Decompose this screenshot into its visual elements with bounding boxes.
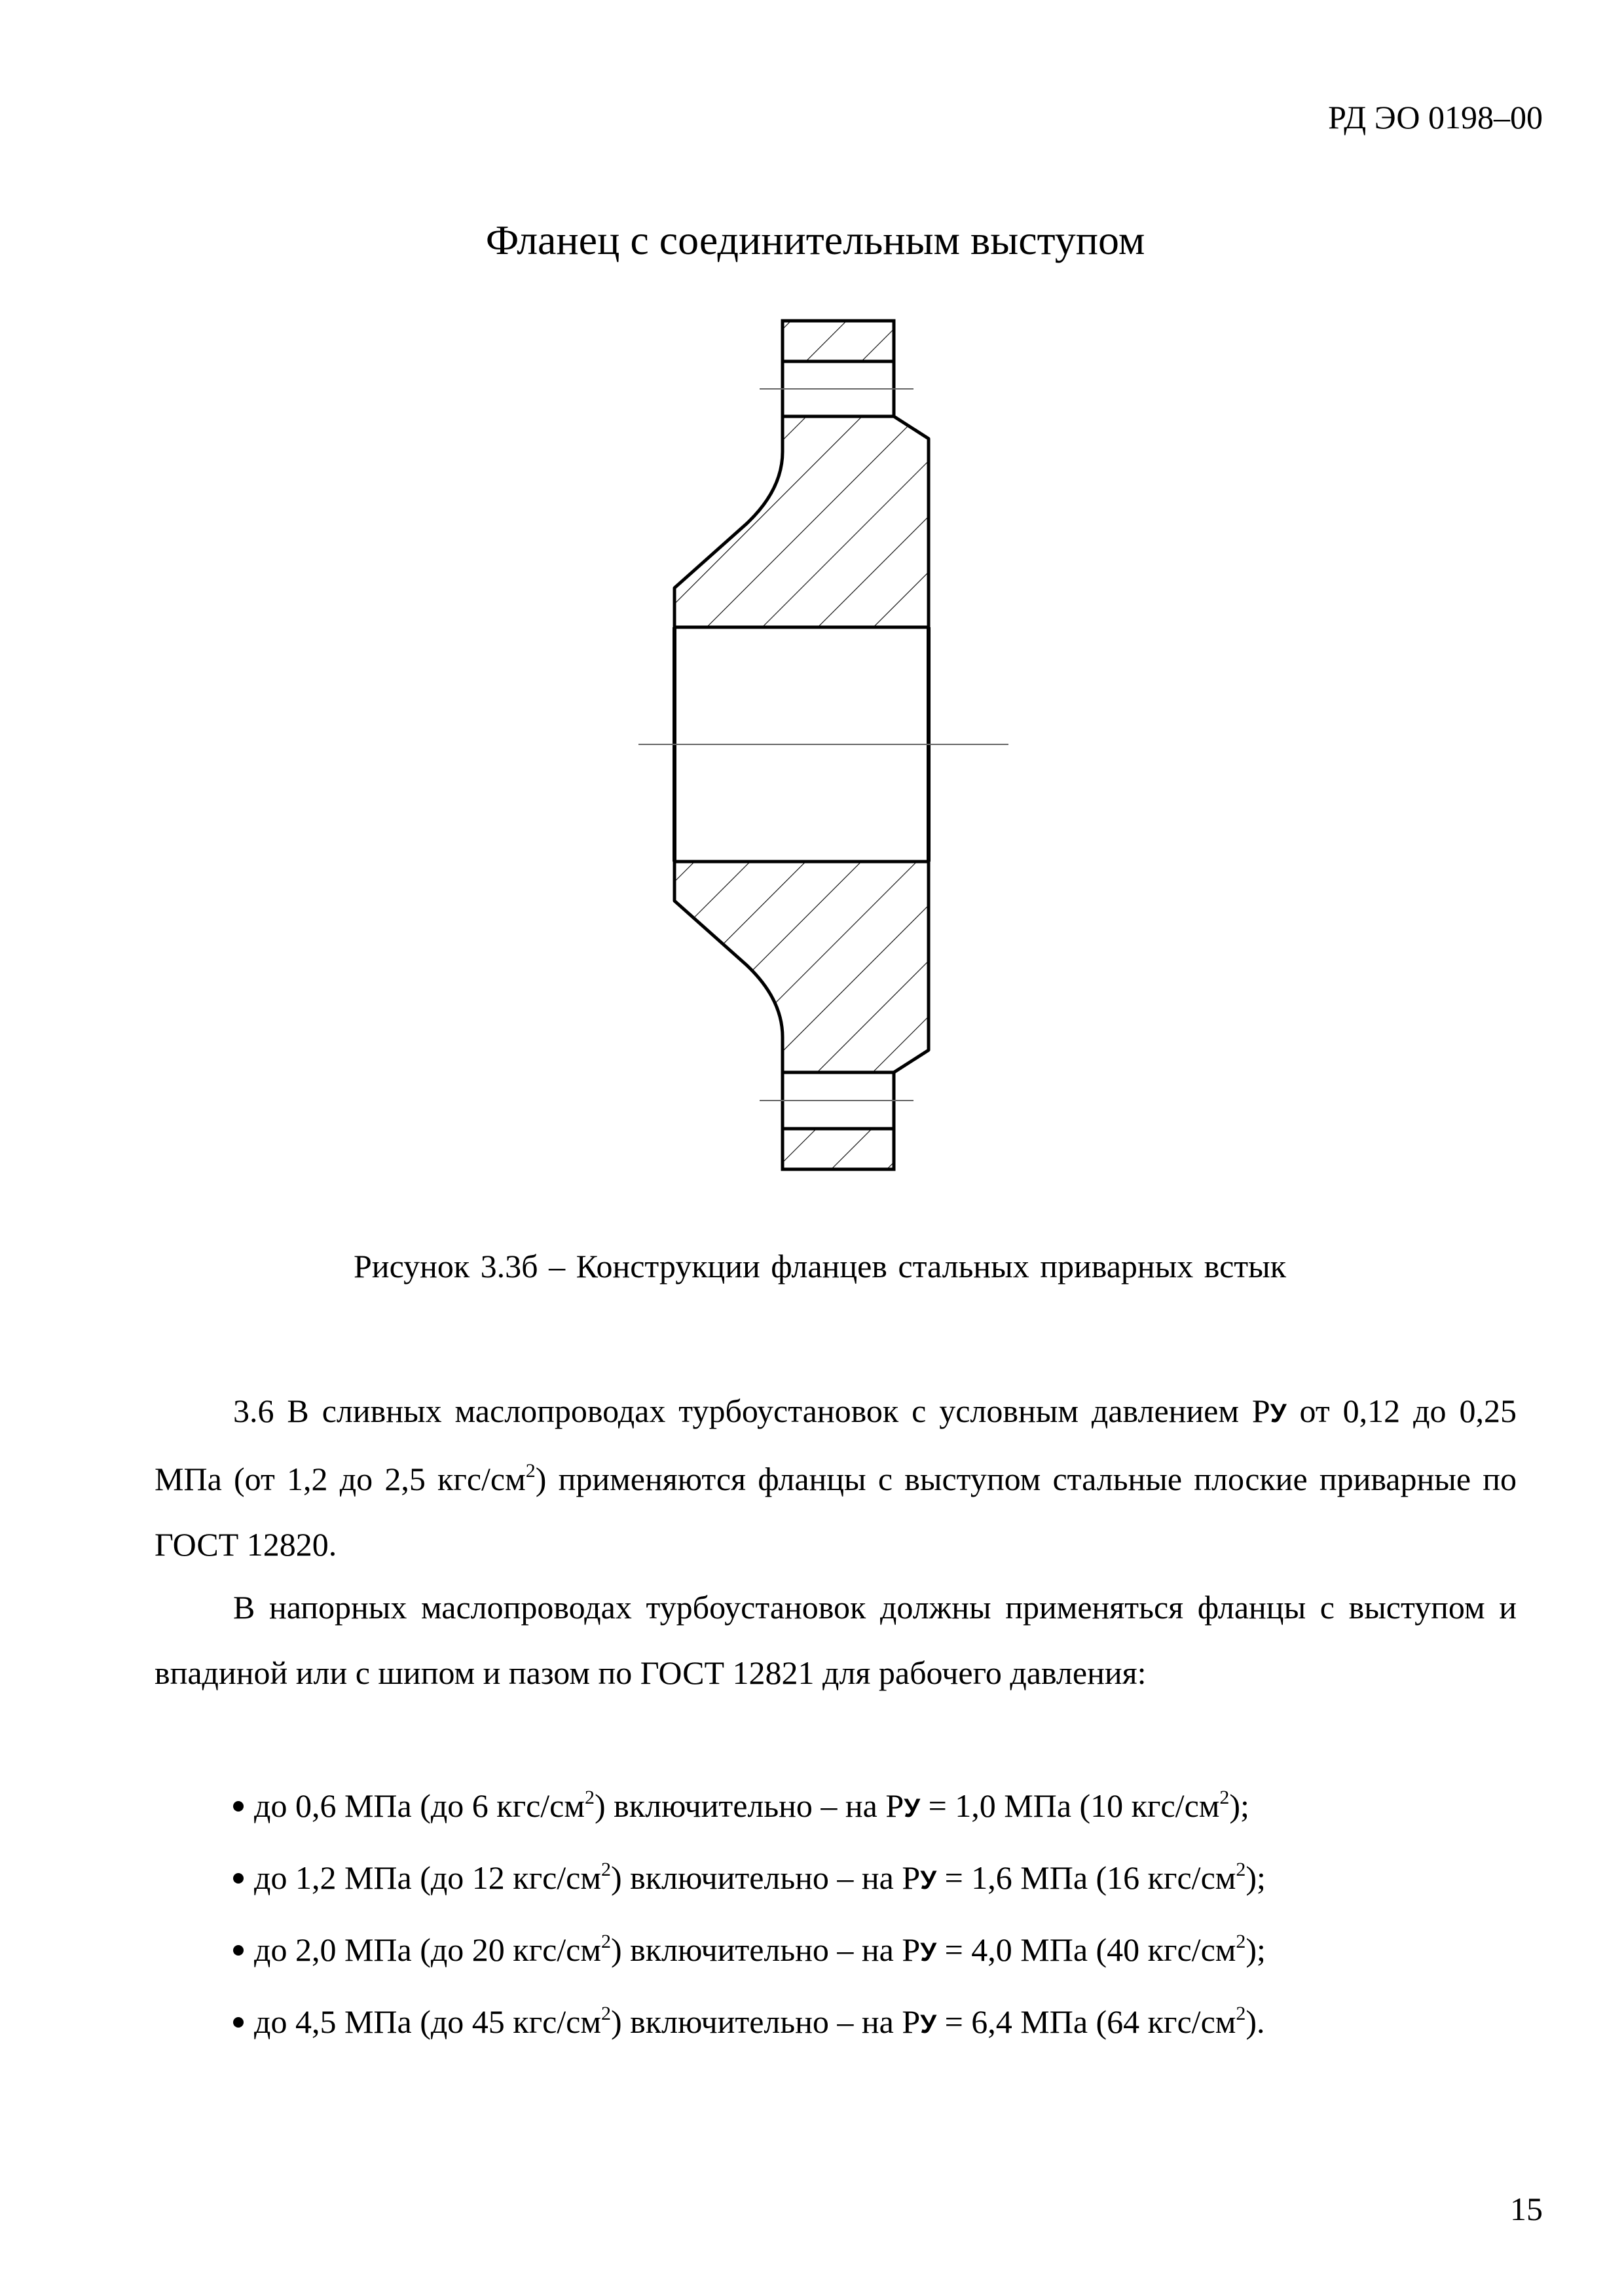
list-item: до 2,0 МПа (до 20 кгс/$см^2$) включительно – на PУ = 4,0 МПа (40 кгс/$см^2$); [233, 1915, 1266, 1987]
para-text: ) применяются фланцы с выступом стальные плоские приварные по ГОСТ 12820. [155, 1461, 1517, 1563]
list-item: до 1,2 МПа (до 12 кгс/$см^2$) включительно – на PУ = 1,6 МПа (16 кгс/$см^2$); [233, 1843, 1266, 1915]
document-code: РД ЭО 0198–00 [1328, 99, 1543, 136]
list-item: до 0,6 МПа (до 6 кгс/$см^2$) включительно – на PУ = 1,0 МПа (10 кгс/$см^2$); [233, 1771, 1266, 1843]
page-number: 15 [1510, 2191, 1543, 2227]
flange-lower-section [674, 862, 929, 1169]
figure-title: Фланец с соединительным выступом [485, 217, 1145, 263]
superscript: 2 [525, 1460, 536, 1482]
subscript-y: У [1270, 1399, 1287, 1428]
para-text: 3.6 В сливных маслопроводах турбоустановок с условным давлением P [233, 1393, 1270, 1429]
flange-upper-section [674, 321, 929, 627]
para-text: от 0,12 до 0,25 МПа (от 1,2 до 2,5 кгс/см [155, 1393, 1517, 1497]
list-item: до 4,5 МПа (до 45 кгс/$см^2$) включительно – на PУ = 6,4 МПа (64 кгс/$см^2$). [233, 1987, 1266, 2059]
paragraph-3-6 [155, 1378, 1517, 1577]
figure-caption: Рисунок 3.3б – Конструкции фланцев стальных приварных встык [354, 1248, 1287, 1285]
pressure-bullet-list [233, 1771, 1266, 2059]
paragraph-pressure-lines: В напорных маслопроводах турбоустановок должны применяться фланцы с выступом и впадиной или с шипом и пазом по ГОСТ 12821 для рабочего давления: [155, 1589, 1517, 1691]
